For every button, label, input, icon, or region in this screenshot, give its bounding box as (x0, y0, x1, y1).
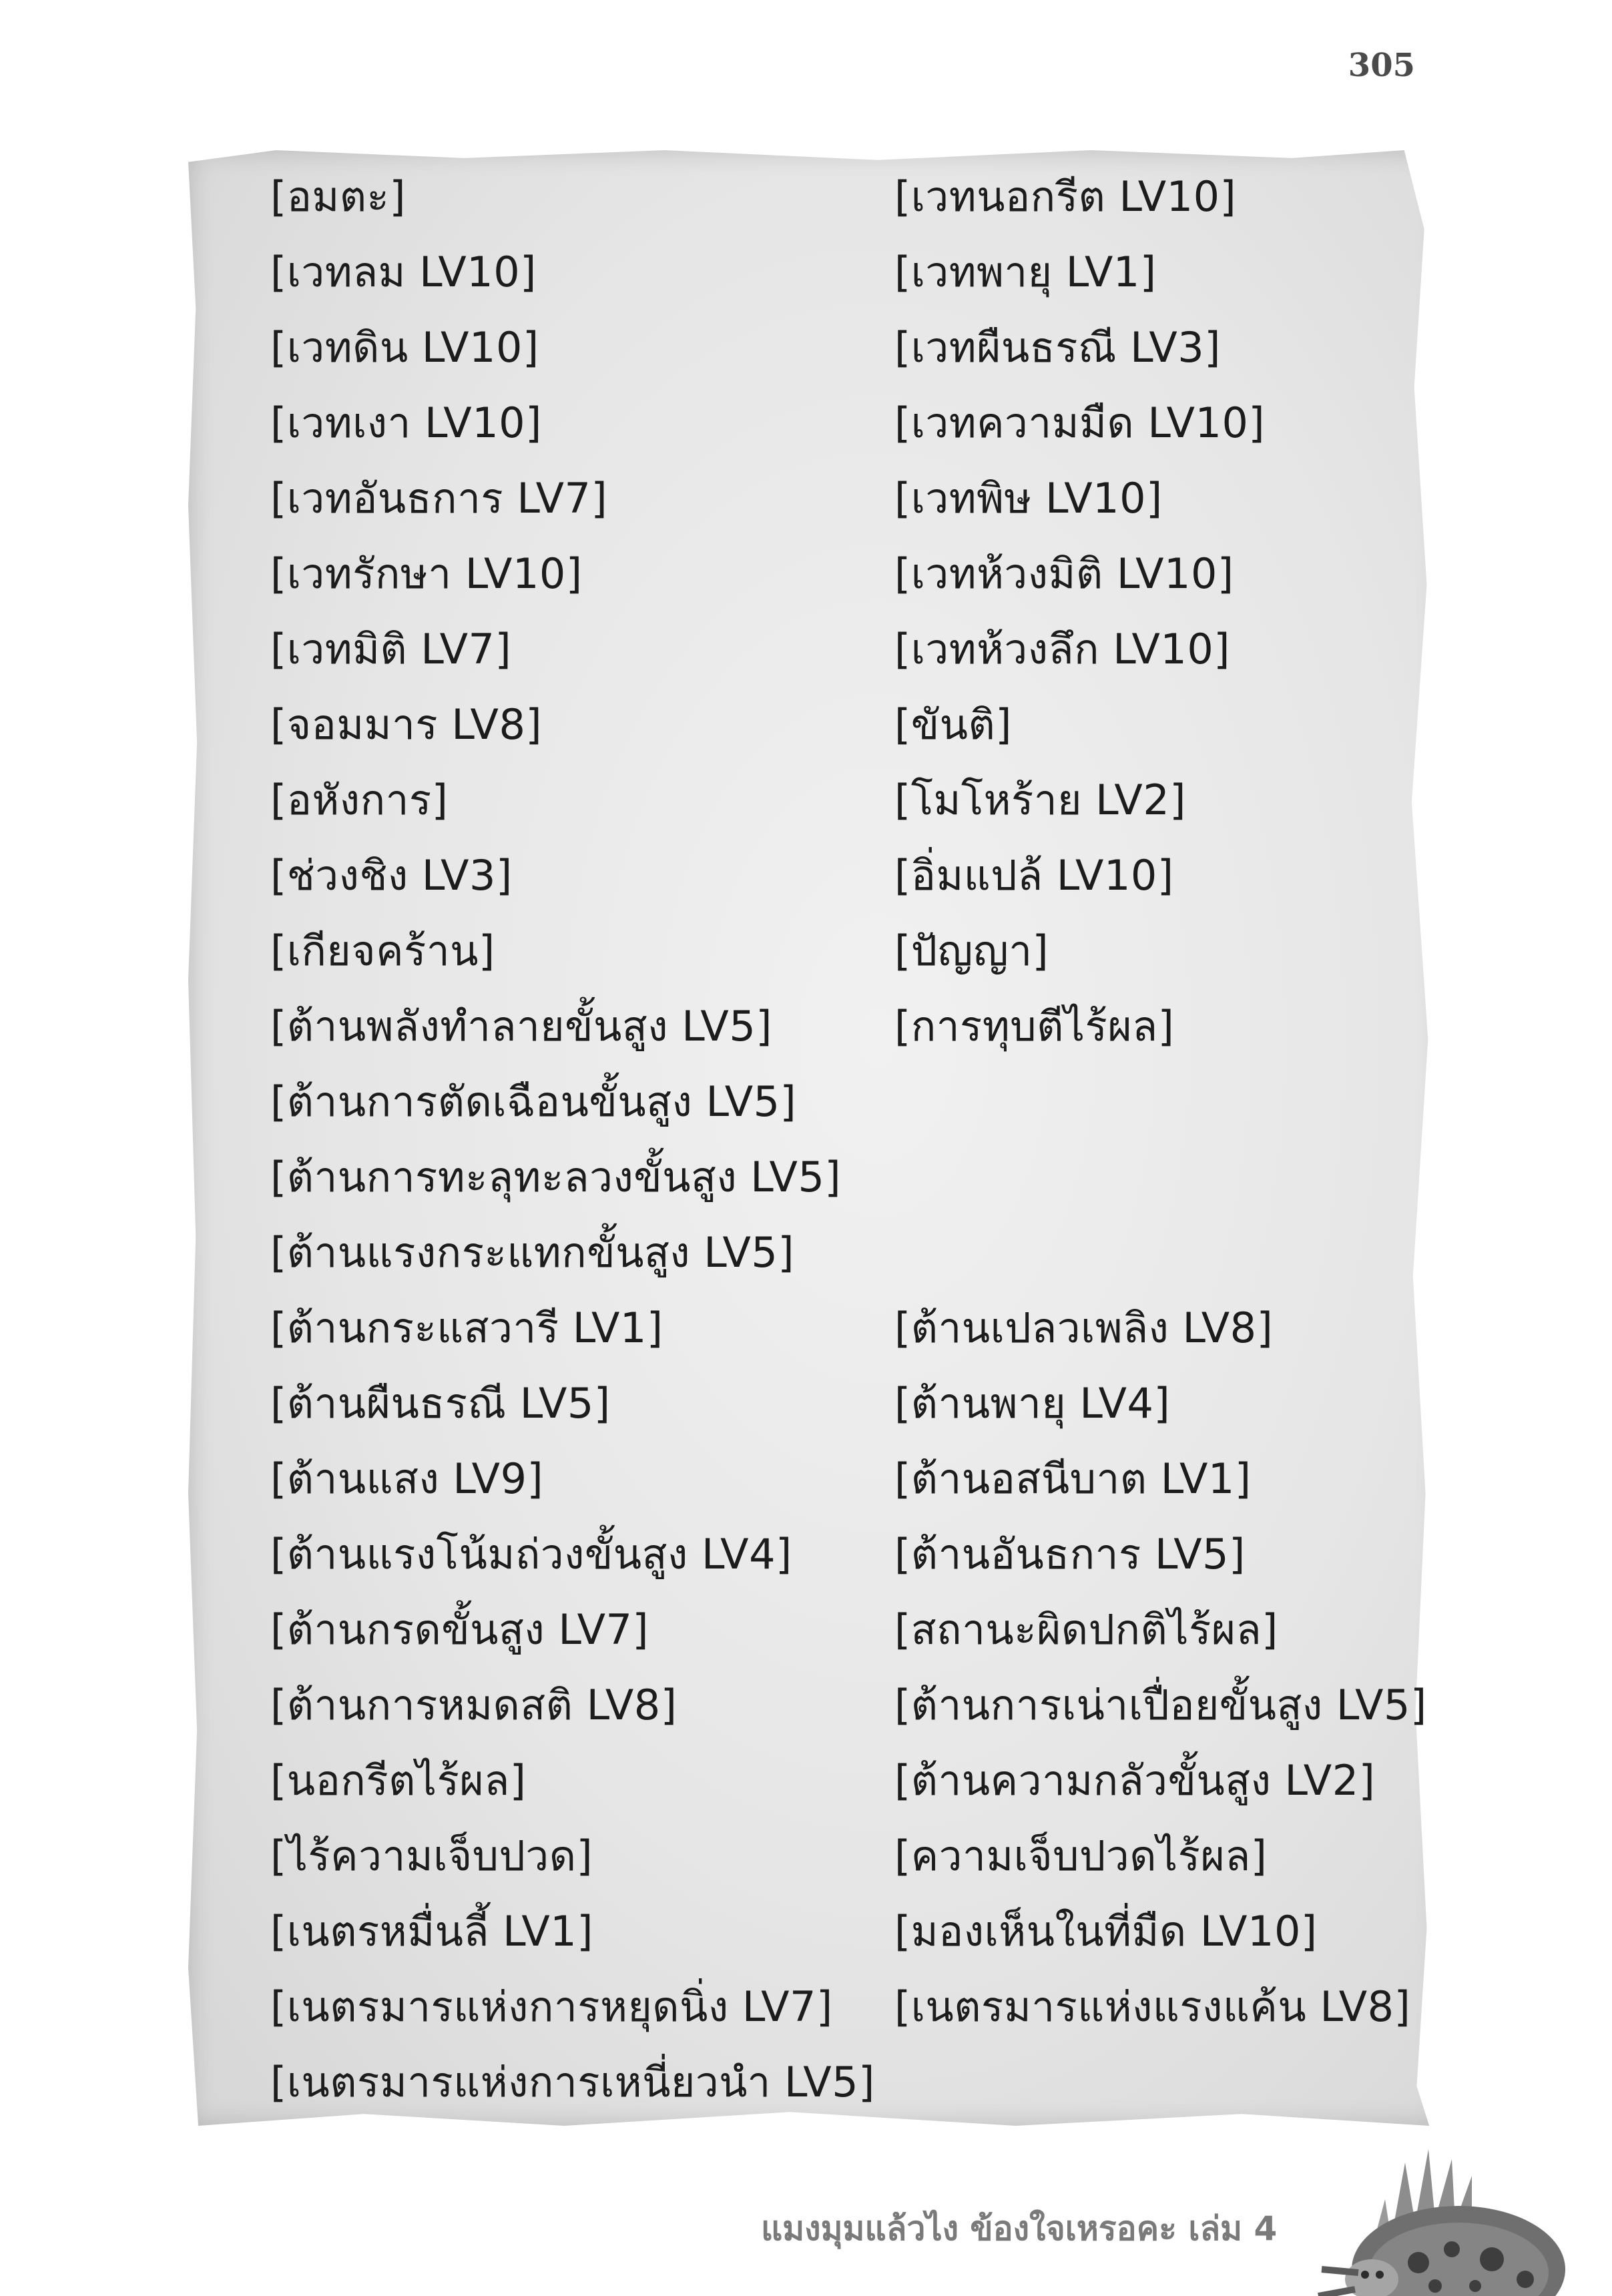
skill-item: [เวทมิติ LV7] (270, 625, 512, 673)
skill-item: [เวทห้วงลึก LV10] (894, 625, 1230, 673)
skill-item: [เวทผืนธรณี LV3] (894, 323, 1221, 372)
skill-item: [ต้านผืนธรณี LV5] (270, 1379, 611, 1428)
skill-item: [เวทนอกรีต LV10] (894, 172, 1237, 221)
skill-item: [นอกรีตไร้ผล] (270, 1756, 527, 1805)
book-title: แมงมุมแล้วไง ข้องใจเหรอคะ เล่ม 4 (761, 2209, 1278, 2248)
skill-item: [สถานะผิดปกติไร้ผล] (894, 1605, 1278, 1654)
skill-item: [อมตะ] (270, 172, 407, 221)
skill-item: [ความเจ็บปวดไร้ผล] (894, 1831, 1268, 1880)
skill-item: [ต้านกรดขั้นสูง LV7] (270, 1605, 649, 1654)
skill-item: [เนตรมารแห่งแรงแค้น LV8] (894, 1982, 1411, 2031)
skill-item: [การทุบตีไร้ผล] (894, 1002, 1175, 1051)
column-gap (894, 1064, 1427, 1290)
skill-item: [เวทลม LV10] (270, 248, 537, 296)
spider-mascot-icon (1292, 2136, 1612, 2296)
page-number: 305 (1348, 47, 1415, 84)
skill-item: [ต้านแสง LV9] (270, 1454, 544, 1503)
skill-item: [เนตรมารแห่งการเหนี่ยวนำ LV5] (270, 2058, 875, 2106)
skill-item: [เวทพายุ LV1] (894, 248, 1157, 296)
skill-item: [อิ่มแปล้ LV10] (894, 851, 1174, 900)
skill-item: [อหังการ] (270, 776, 449, 824)
skill-item: [ต้านอสนีบาต LV1] (894, 1454, 1252, 1503)
skill-list-left (270, 159, 875, 2120)
skill-item: [เวทรักษา LV10] (270, 549, 583, 598)
skill-item: [ต้านกระแสวารี LV1] (270, 1304, 663, 1352)
skill-item: [เวทความมืด LV10] (894, 398, 1266, 447)
skill-item: [ต้านแรงโน้มถ่วงขั้นสูง LV4] (270, 1530, 792, 1579)
skill-item: [เกียจคร้าน] (270, 926, 495, 975)
skill-item: [โมโหร้าย LV2] (894, 776, 1186, 824)
skill-item: [เวทพิษ LV10] (894, 474, 1163, 523)
skill-item: [ต้านการทะลุทะลวงขั้นสูง LV5] (270, 1153, 842, 1201)
skill-list-right (894, 159, 1427, 2044)
skill-item: [ต้านเปลวเพลิง LV8] (894, 1304, 1274, 1352)
skill-item: [เวทเงา LV10] (270, 398, 542, 447)
skill-item: [ต้านการหมดสติ LV8] (270, 1681, 678, 1729)
skill-item: [ต้านพลังทำลายขั้นสูง LV5] (270, 1002, 772, 1051)
skill-item: [เนตรหมื่นลี้ LV1] (270, 1907, 593, 1956)
skill-item: [ต้านอันธการ LV5] (894, 1530, 1246, 1579)
skill-item: [ช่วงชิง LV3] (270, 851, 513, 900)
skill-item: [ต้านการเน่าเปื่อยขั้นสูง LV5] (894, 1681, 1427, 1729)
skill-item: [เวทห้วงมิติ LV10] (894, 549, 1234, 598)
skill-item: [ต้านความกลัวขั้นสูง LV2] (894, 1756, 1376, 1805)
skill-item: [เวทอันธการ LV7] (270, 474, 608, 523)
skill-item: [เนตรมารแห่งการหยุดนิ่ง LV7] (270, 1982, 833, 2031)
skill-item: [เวทดิน LV10] (270, 323, 539, 372)
skill-item: [จอมมาร LV8] (270, 700, 543, 749)
skill-item: [ต้านแรงกระแทกขั้นสูง LV5] (270, 1228, 795, 1277)
skill-item: [ไร้ความเจ็บปวด] (270, 1831, 593, 1880)
skill-item: [ขันติ] (894, 700, 1012, 749)
skill-item: [ปัญญา] (894, 926, 1049, 975)
skill-item: [ต้านการตัดเฉือนขั้นสูง LV5] (270, 1077, 797, 1126)
skill-item: [ต้านพายุ LV4] (894, 1379, 1171, 1428)
skill-item: [มองเห็นในที่มืด LV10] (894, 1907, 1318, 1956)
